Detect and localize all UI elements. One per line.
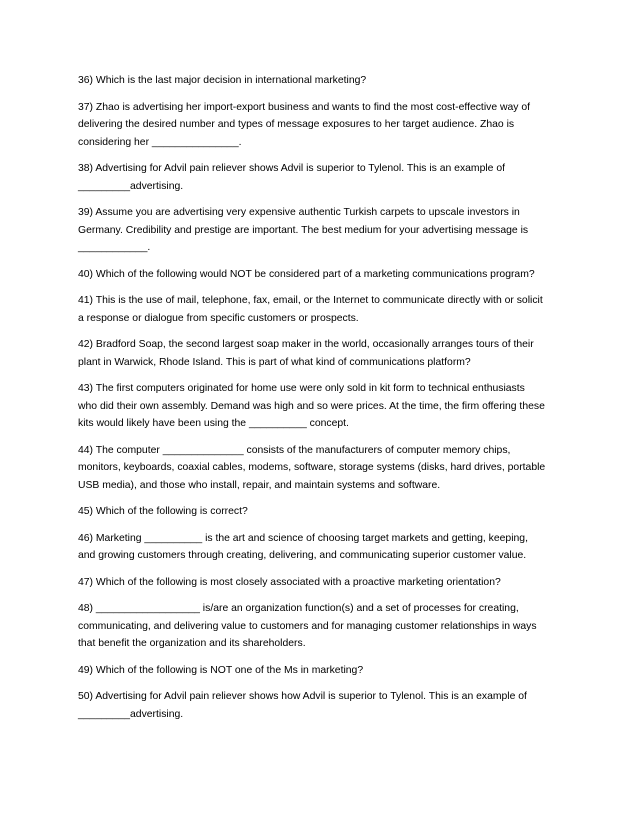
question-38: 38) Advertising for Advil pain reliever shows Advil is superior to Tylenol. This is an example of _________advertising. [78, 163, 505, 192]
question-41: 41) This is the use of mail, telephone, fax, email, or the Internet to communicate directly with or solicit a response or dialogue from specific customers or prospects. [78, 295, 543, 324]
question-47: 47) Which of the following is most closely associated with a proactive marketing orientation? [78, 576, 501, 588]
question-46: 46) Marketing __________ is the art and science of choosing target markets and getting, keeping, and growing customers through creating, delivering, and communicating superior customer value. [78, 532, 528, 561]
question-39: 39) Assume you are advertising very expensive authentic Turkish carpets to upscale investors in Germany. Credibility and prestige are important. The best medium for your advertising message is ____________. [78, 207, 529, 253]
question-44: 44) The computer ______________ consists of the manufacturers of computer memory chips, monitors, keyboards, coaxial cables, modems, software, storage systems (disks, hard drives, portable USB media), and those who install, repair, and maintain systems and software. [78, 444, 546, 491]
question-48: 48) __________________ is/are an organization function(s) and a set of processes for creating, communicating, and delivering value to customers and for managing customer relationships in ways that benefit the organization and its shareholders. [78, 603, 537, 649]
question-43: 43) The first computers originated for home use were only sold in kit form to technical enthusiasts who did their own assembly. Demand was high and so were prices. At the time, the firm offering these kits would likely have been using the __________ concept. [78, 383, 545, 429]
question-37: 37) Zhao is advertising her import-export business and wants to find the most cost-effective way of delivering the desired number and types of message exposures to her target audience. Zhao is considering her _______________. [78, 101, 531, 148]
question-40: 40) Which of the following would NOT be considered part of a marketing communications program? [78, 268, 535, 280]
document-page [78, 72, 546, 732]
question-42: 42) Bradford Soap, the second largest soap maker in the world, occasionally arranges tours of their plant in Warwick, Rhode Island. This is part of what kind of communications platform? [78, 339, 534, 368]
question-50: 50) Advertising for Advil pain reliever shows how Advil is superior to Tylenol. This is an example of _________advertising. [78, 691, 527, 720]
question-36: 36) Which is the last major decision in international marketing? [78, 75, 367, 86]
question-49: 49) Which of the following is NOT one of the Ms in marketing? [78, 664, 364, 676]
question-45: 45) Which of the following is correct? [78, 506, 248, 517]
